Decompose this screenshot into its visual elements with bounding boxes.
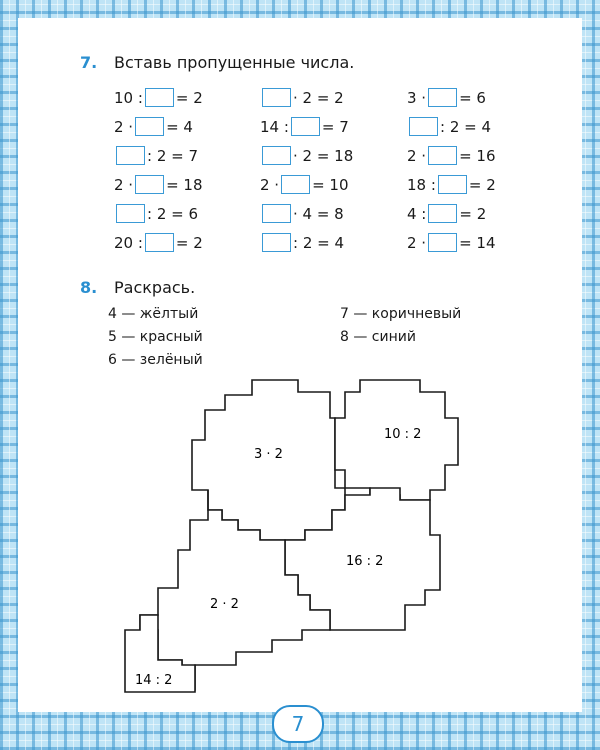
equation-text: : 2 = 4 bbox=[293, 233, 345, 252]
equation-text: 3 · bbox=[407, 88, 427, 107]
task-8-title: Раскрась. bbox=[114, 278, 196, 297]
equation-text: 2 · bbox=[260, 175, 280, 194]
equation-text: = 2 bbox=[459, 204, 487, 223]
equation-text: · 2 = 2 bbox=[293, 88, 344, 107]
equation-text: : 2 = 6 bbox=[147, 204, 199, 223]
equation-text: · 4 = 8 bbox=[293, 204, 344, 223]
region-label-14x2: 14 : 2 bbox=[135, 673, 173, 688]
equation-text: : 2 = 4 bbox=[440, 117, 492, 136]
region-label-10x2: 10 : 2 bbox=[384, 427, 422, 442]
equation-text: 2 · bbox=[407, 146, 427, 165]
equation-text: = 2 bbox=[468, 175, 496, 194]
equation-text: 2 · bbox=[114, 175, 134, 194]
equation-text: = 10 bbox=[312, 175, 349, 194]
task-7-title: Вставь пропущенные числа. bbox=[114, 53, 355, 72]
legend-item-8: 8 — синий bbox=[340, 329, 416, 345]
equation-text: 18 : bbox=[407, 175, 436, 194]
equation-text: = 18 bbox=[166, 175, 203, 194]
page-number-badge: 7 bbox=[272, 705, 324, 743]
region-label-2x2: 2 · 2 bbox=[210, 597, 239, 612]
region-label-3x2: 3 · 2 bbox=[254, 447, 283, 462]
legend-item-5: 5 — красный bbox=[108, 329, 203, 345]
equation-text: 4 : bbox=[407, 204, 427, 223]
equation-text: = 6 bbox=[459, 88, 486, 107]
equation-text: : 2 = 7 bbox=[147, 146, 199, 165]
legend-item-4: 4 — жёлтый bbox=[108, 306, 199, 322]
task-8-number: 8. bbox=[80, 278, 98, 297]
equation-text: 2 · bbox=[407, 233, 427, 252]
equation-text: 2 · bbox=[114, 117, 134, 136]
equation-text: = 14 bbox=[459, 233, 496, 252]
equation-text: = 2 bbox=[175, 88, 203, 107]
equation-text: = 2 bbox=[175, 233, 203, 252]
equation-text: 20 : bbox=[114, 233, 143, 252]
equation-text: = 7 bbox=[321, 117, 349, 136]
region-label-16x2: 16 : 2 bbox=[346, 554, 384, 569]
equation-text: = 16 bbox=[459, 146, 496, 165]
equation-text: = 4 bbox=[166, 117, 193, 136]
legend-item-7: 7 — коричневый bbox=[340, 306, 462, 322]
task-7-number: 7. bbox=[80, 53, 98, 72]
equation-text: · 2 = 18 bbox=[293, 146, 354, 165]
equation-text: 14 : bbox=[260, 117, 289, 136]
legend-item-6: 6 — зелёный bbox=[108, 352, 203, 368]
equation-text: 10 : bbox=[114, 88, 143, 107]
